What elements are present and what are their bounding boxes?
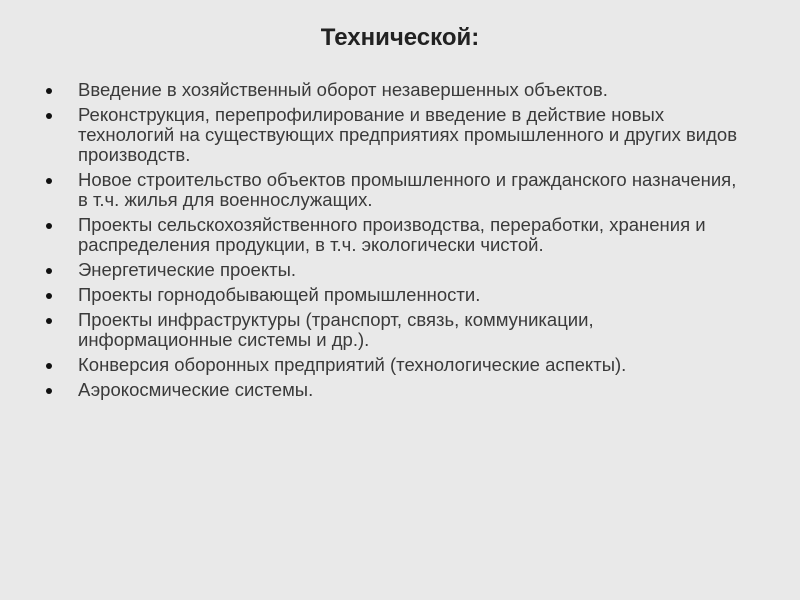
list-item xyxy=(40,285,740,305)
list-item-text: Аэрокосмические системы. xyxy=(78,379,314,400)
bullet-icon xyxy=(46,88,52,94)
list-item xyxy=(40,170,740,210)
list-item-text: Реконструкция, перепрофилирование и введение в действие новых технологий на существующих предприятиях промышленного и других видов производств. xyxy=(78,104,738,165)
bullet-icon xyxy=(46,223,52,229)
list-item-text: Проекты инфраструктуры (транспорт, связь, коммуникации, информационные системы и др.). xyxy=(78,309,594,350)
list-item-text: Энергетические проекты. xyxy=(78,259,297,280)
list-item-text: Проекты горнодобывающей промышленности. xyxy=(78,284,481,305)
list-item xyxy=(40,105,740,165)
list-item xyxy=(40,80,740,100)
bullet-icon xyxy=(46,268,52,274)
slide-title: Технической: xyxy=(320,24,480,51)
bullet-icon xyxy=(46,178,52,184)
bullet-icon xyxy=(46,318,52,324)
bullet-icon xyxy=(46,363,52,369)
list-item-text: Проекты сельскохозяйственного производства, переработки, хранения и распределения продукции, в т.ч. экологически чистой. xyxy=(78,214,706,255)
list-item xyxy=(40,215,740,255)
bullet-icon xyxy=(46,388,52,394)
list-item xyxy=(40,380,740,400)
bullet-list xyxy=(40,80,740,405)
list-item xyxy=(40,355,740,375)
bullet-icon xyxy=(46,113,52,119)
list-item-text: Новое строительство объектов промышленного и гражданского назначения, в т.ч. жилья для военнослужащих. xyxy=(78,169,737,210)
bullet-icon xyxy=(46,293,52,299)
list-item-text: Введение в хозяйственный оборот незавершенных объектов. xyxy=(78,79,608,100)
list-item-text: Конверсия оборонных предприятий (технологические аспекты). xyxy=(78,354,627,375)
list-item xyxy=(40,310,740,350)
list-item xyxy=(40,260,740,280)
